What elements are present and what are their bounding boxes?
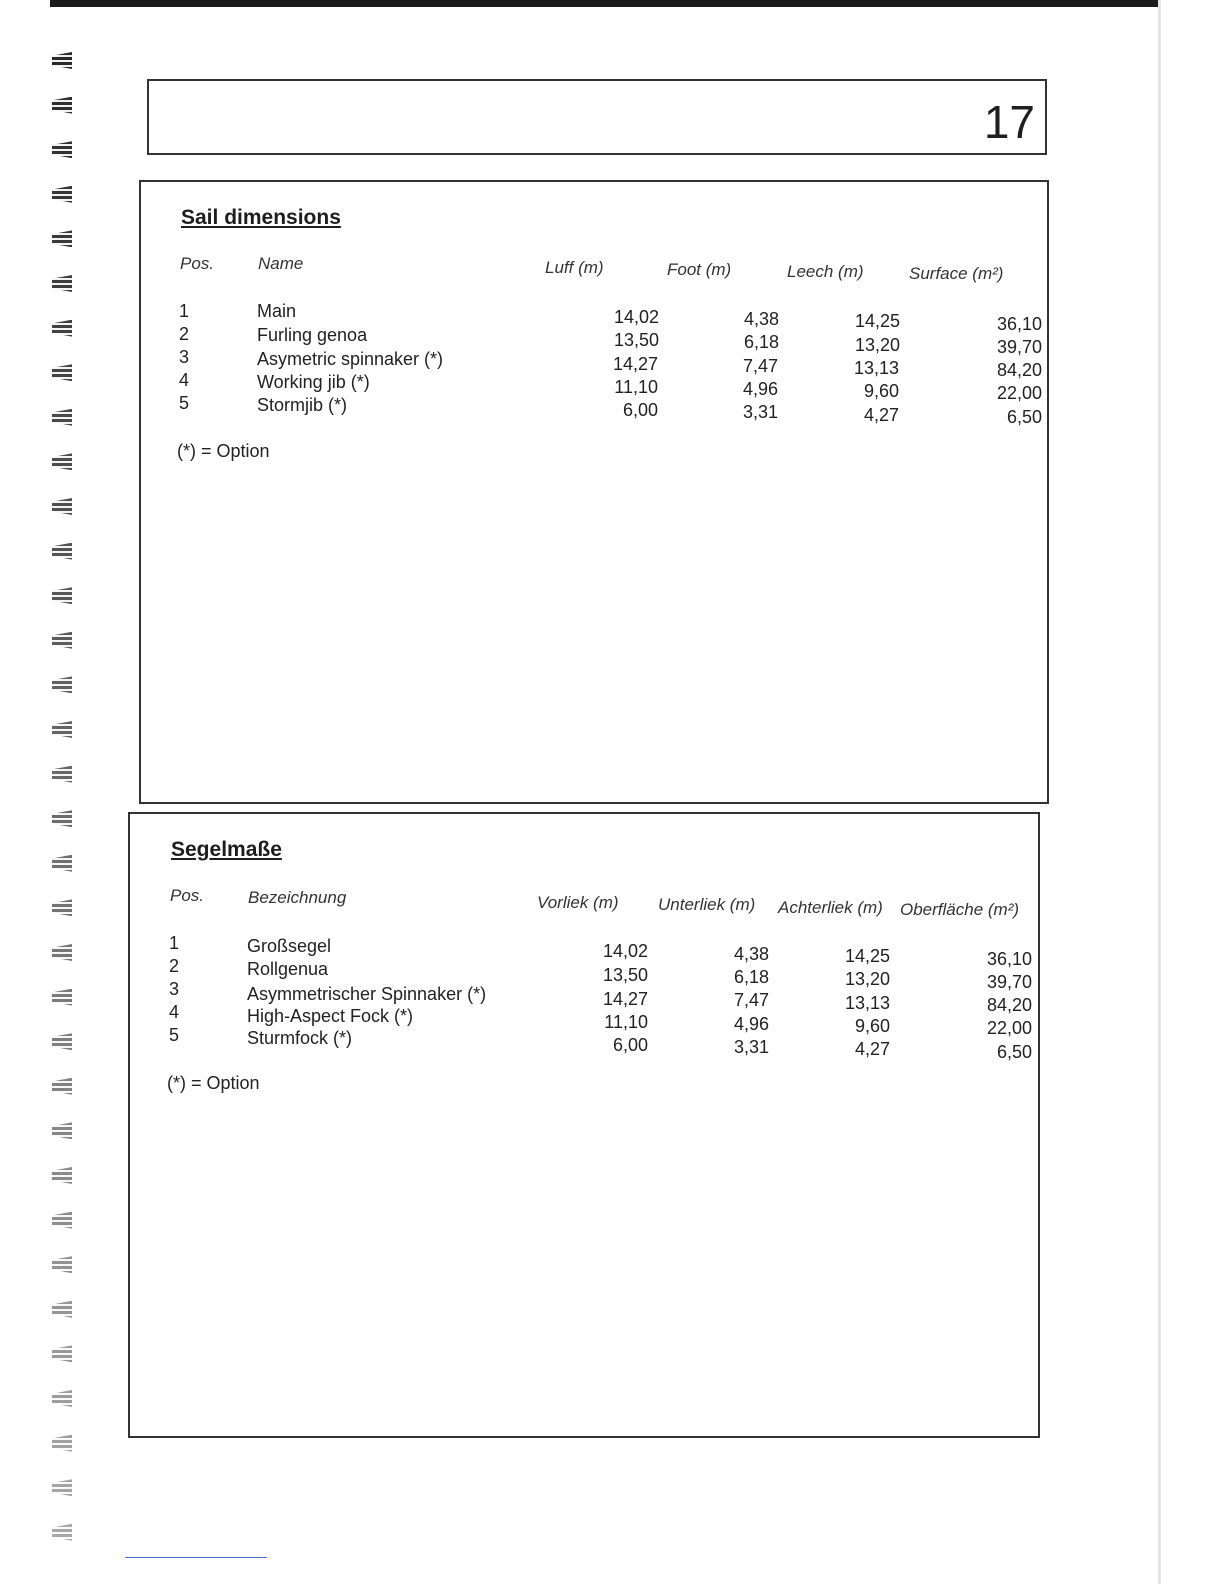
option-note: (*) = Option [177, 441, 270, 461]
table-cell-leech: 9,60 [863, 381, 899, 401]
table-cell-name: Furling genoa [257, 325, 368, 345]
table-cell-pos: 4 [169, 1002, 180, 1022]
table-cell-pos: 4 [179, 370, 190, 390]
table-cell-luff: 14,27 [612, 354, 658, 374]
col-header-name: Bezeichnung [248, 888, 347, 907]
table-cell-surface: 22,00 [986, 1018, 1032, 1038]
table-cell-foot: 4,38 [743, 309, 779, 329]
binding-ring [52, 989, 72, 1006]
table-cell-foot: 4,96 [742, 379, 778, 399]
table-cell-name: Stormjib (*) [257, 395, 348, 415]
table-cell-luff: 13,50 [613, 330, 659, 350]
table-cell-surface: 6,50 [996, 1042, 1032, 1062]
col-header-luff: Vorliek (m) [537, 893, 619, 912]
table-cell-luff: 14,02 [613, 307, 659, 327]
binding-ring [52, 1345, 72, 1362]
binding-ring [52, 275, 72, 292]
binding-ring [52, 543, 72, 560]
binding-ring [52, 1212, 72, 1229]
table-cell-pos: 2 [169, 956, 180, 976]
table-cell-surface: 22,00 [996, 383, 1042, 403]
section-title: Segelmaße [171, 838, 282, 861]
table-cell-foot: 3,31 [742, 402, 778, 422]
binding-ring [52, 1122, 72, 1139]
top-edge-bar [50, 0, 1160, 7]
table-cell-leech: 13,20 [844, 969, 890, 989]
binding-ring [52, 498, 72, 515]
footer-rule [125, 1557, 267, 1558]
table-cell-pos: 5 [169, 1025, 180, 1045]
binding-ring [52, 1301, 72, 1318]
binding-ring [52, 141, 72, 158]
table-cell-pos: 3 [179, 347, 190, 367]
table-cell-pos: 3 [169, 979, 180, 999]
binding-ring [52, 1033, 72, 1050]
table-cell-pos: 5 [179, 393, 190, 413]
table-cell-surface: 36,10 [986, 949, 1032, 969]
col-header-foot: Foot (m) [667, 260, 732, 279]
table-cell-surface: 84,20 [986, 995, 1032, 1015]
table-cell-foot: 3,31 [733, 1037, 769, 1057]
table-cell-luff: 6,00 [622, 400, 658, 420]
binding-ring [52, 587, 72, 604]
table-cell-luff: 13,50 [602, 965, 648, 985]
table-cell-name: Rollgenua [247, 959, 329, 979]
table-cell-name: Großsegel [247, 936, 332, 956]
table-cell-luff: 14,02 [602, 941, 648, 961]
table-cell-luff: 14,27 [602, 989, 648, 1009]
table-cell-pos: 1 [169, 933, 180, 953]
option-note: (*) = Option [167, 1073, 260, 1093]
binding-ring [52, 230, 72, 247]
table-cell-leech: 13,13 [853, 358, 899, 378]
table-cell-leech: 14,25 [844, 946, 890, 966]
table-cell-name: Asymetric spinnaker (*) [257, 349, 444, 369]
table-cell-name: Asymmetrischer Spinnaker (*) [247, 984, 487, 1004]
binding-ring [52, 97, 72, 114]
col-header-leech: Achterliek (m) [778, 898, 883, 917]
table-cell-name: Working jib (*) [257, 372, 370, 392]
table-cell-foot: 4,38 [733, 944, 769, 964]
binding-ring [52, 944, 72, 961]
col-header-luff: Luff (m) [545, 258, 604, 277]
binding-ring [52, 364, 72, 381]
table-cell-leech: 9,60 [854, 1016, 890, 1036]
binding-ring [52, 899, 72, 916]
table-cell-leech: 4,27 [854, 1039, 890, 1059]
table-cell-leech: 13,20 [854, 335, 900, 355]
page-right-edge [1158, 0, 1161, 1584]
binding-ring [52, 320, 72, 337]
binding-ring [52, 766, 72, 783]
binding-ring [52, 1479, 72, 1496]
binding-ring [52, 1524, 72, 1541]
binding-ring [52, 632, 72, 649]
table-cell-luff: 11,10 [614, 377, 658, 397]
spiral-binding [52, 40, 80, 1560]
binding-ring [52, 810, 72, 827]
table-cell-name: Sturmfock (*) [247, 1028, 353, 1048]
table-cell-surface: 36,10 [996, 314, 1042, 334]
binding-ring [52, 1256, 72, 1273]
table-cell-surface: 6,50 [1006, 407, 1042, 427]
binding-ring [52, 453, 72, 470]
page-header-box [147, 79, 1047, 155]
table-cell-foot: 7,47 [733, 990, 769, 1010]
binding-ring [52, 855, 72, 872]
table-cell-foot: 7,47 [742, 356, 778, 376]
table-cell-leech: 13,13 [844, 993, 890, 1013]
table-cell-surface: 39,70 [996, 337, 1042, 357]
table-cell-leech: 14,25 [854, 311, 900, 331]
col-header-name: Name [258, 254, 304, 273]
col-header-leech: Leech (m) [787, 262, 864, 281]
binding-ring [52, 1078, 72, 1095]
section-title: Sail dimensions [181, 206, 341, 229]
binding-ring [52, 1167, 72, 1184]
table-cell-foot: 6,18 [733, 967, 769, 987]
table-cell-pos: 2 [179, 324, 190, 344]
binding-ring [52, 409, 72, 426]
binding-ring [52, 1435, 72, 1452]
table-cell-pos: 1 [179, 301, 190, 321]
col-header-foot: Unterliek (m) [658, 895, 756, 914]
table-cell-surface: 84,20 [996, 360, 1042, 380]
col-header-surface: Oberfläche (m²) [900, 900, 1020, 919]
binding-ring [52, 186, 72, 203]
sail-dimensions-panel [139, 180, 1049, 804]
table-cell-surface: 39,70 [986, 972, 1032, 992]
table-cell-leech: 4,27 [863, 405, 899, 425]
col-header-surface: Surface (m²) [909, 264, 1004, 283]
table-cell-foot: 4,96 [733, 1014, 769, 1034]
table-cell-name: Main [257, 301, 297, 321]
segelmasse-panel [128, 812, 1040, 1438]
binding-ring [52, 676, 72, 693]
binding-ring [52, 721, 72, 738]
binding-ring [52, 1390, 72, 1407]
page-number: 17 [983, 96, 1035, 148]
col-header-pos: Pos. [170, 886, 205, 905]
table-cell-luff: 6,00 [612, 1035, 648, 1055]
binding-ring [52, 52, 72, 69]
col-header-pos: Pos. [180, 254, 215, 273]
table-cell-luff: 11,10 [604, 1012, 648, 1032]
table-cell-name: High-Aspect Fock (*) [247, 1006, 414, 1026]
table-cell-foot: 6,18 [743, 332, 779, 352]
